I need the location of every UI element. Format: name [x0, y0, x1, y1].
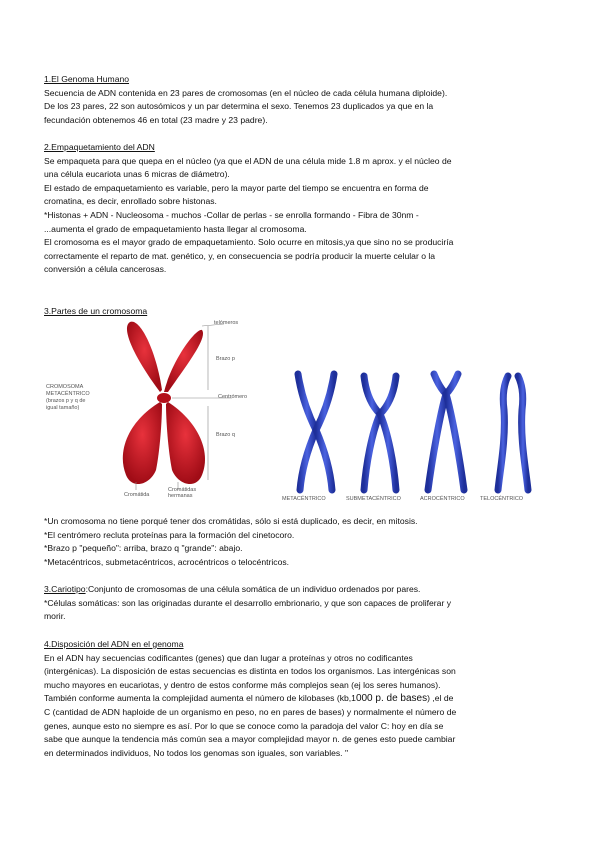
- label-centromero: Centrómero: [218, 394, 248, 400]
- cariotipo-line: [44, 583, 564, 597]
- label-brazo-p: Brazo p: [216, 356, 235, 362]
- heading: 3.Cariotipo: [44, 584, 86, 594]
- text-span: :Conjunto de cromosomas de una célula somática de un individuo ordenados por pares.: [85, 584, 421, 594]
- heading: 1.El Genoma Humano: [44, 74, 130, 84]
- text-span: ) ,el de: [427, 693, 454, 704]
- section-disposicion-adn: [44, 638, 564, 760]
- text-line: morir.: [44, 611, 66, 622]
- text-line: C (cantidad de ADN haploide de un organismo en peso, no en pares de bases) y normalmente el número de: [44, 706, 457, 717]
- text-line: Secuencia de ADN contenida en 23 pares de cromosomas (en el núcleo de cada célula humana diploide).: [44, 87, 448, 98]
- text-line: fecundación obtenemos 46 en total (23 madre y 23 padre).: [44, 114, 268, 125]
- metacentric-chromosome-illustration: [116, 320, 276, 505]
- chromosome-figure: [44, 320, 564, 510]
- text-line: una célula eucariota unas 6 micras de diámetro).: [44, 169, 230, 180]
- section-notes: [44, 515, 564, 569]
- text-line: en determinados individuos, No todos los genomas son iguales, son variables. ": [44, 747, 349, 758]
- note-line: *Brazo p "pequeño": arriba, brazo q "grande": abajo.: [44, 543, 243, 554]
- text-line: sabe que aunque la tendencia más común sea a mayor complejidad mayor n. de genes esto puede cambiar: [44, 734, 456, 745]
- type-label-telocentrico: TELOCÉNTRICO: [480, 496, 524, 502]
- submetacentric-shape: [364, 376, 396, 490]
- section-cariotipo: [44, 583, 564, 624]
- caption-line: CROMOSOMA: [46, 384, 84, 390]
- text-line: De los 23 pares, 22 son autosómicos y un par determina el sexo. Tenemos 23 duplicados ya que en la: [44, 101, 434, 112]
- label-line: hermanas: [168, 493, 193, 499]
- text-line: Se empaqueta para que quepa en el núcleo (ya que el ADN de una célula mide 1.8 m aprox. y el núcleo de: [44, 155, 452, 166]
- heading: 2.Empaquetamiento del ADN: [44, 142, 155, 152]
- text-span: También conforme aumenta la complejidad aumenta el número de kilobases (kb,1: [44, 693, 356, 704]
- type-label-metacentrico: METACÉNTRICO: [282, 496, 326, 502]
- left-caption: [46, 384, 90, 412]
- large-text-span: 000 p. de bases: [355, 693, 428, 705]
- chromosome-types-illustration: [282, 370, 564, 500]
- caption-line: (brazos p y q de: [46, 398, 86, 404]
- text-line: genes, aunque esto no siempre es así. Por lo que se conoce como la paradoja del valor C: hoy en día se: [44, 720, 444, 731]
- text-line: mucho mayores en eucariotas, y dentro de estos conforme más complejos sean (ej los seres humanos).: [44, 679, 441, 690]
- text-line: *Células somáticas: son las originadas durante el desarrollo embrionario, y que son capaces de proliferar y: [44, 597, 451, 608]
- section-genoma-humano: [44, 73, 564, 127]
- text-line: El estado de empaquetamiento es variable, pero la mayor parte del tiempo se encuentra en forma de: [44, 182, 429, 193]
- text-line: En el ADN hay secuencias codificantes (genes) que dan lugar a proteínas y otros no codificantes: [44, 652, 413, 663]
- text-line: *Histonas + ADN - Nucleosoma - muchos -Collar de perlas - se enrolla formando - Fibra de 30nm -: [44, 209, 419, 220]
- note-line: *Un cromosoma no tiene porqué tener dos cromátidas, sólo si está duplicado, es decir, en mitosis.: [44, 516, 418, 526]
- caption-line: igual tamaño): [46, 405, 80, 411]
- text-line: El cromosoma es el mayor grado de empaquetamiento. Solo ocurre en mitosis,ya que sino no se produciría: [44, 237, 454, 248]
- metacentric-shape: [298, 374, 334, 490]
- text-line: ...aumenta el grado de empaquetamiento hasta llegar al cromosoma.: [44, 223, 307, 234]
- text-line: (intergénicas). La disposición de estas secuencias es distinta en todos los organismos. Las intergénicas son: [44, 666, 456, 677]
- type-label-acrocentrico: ACROCÉNTRICO: [420, 496, 465, 502]
- acrocentric-shape: [428, 374, 464, 490]
- section-partes-cromosoma: [44, 305, 564, 319]
- text-line: conversión a célula cancerosas.: [44, 264, 167, 275]
- caption-line: METACÉNTRICO: [46, 391, 90, 397]
- label-cromatida: Cromátida: [124, 492, 150, 498]
- label-line: Cromátidas: [168, 487, 197, 493]
- label-telomeros: telómeros: [214, 320, 239, 326]
- type-label-submetacentrico: SUBMETACÉNTRICO: [346, 496, 401, 502]
- telocentric-shape: [498, 376, 528, 490]
- heading: 4.Disposición del ADN en el genoma: [44, 639, 184, 649]
- text-line: [44, 692, 564, 706]
- text-line: cromatina, es decir, enrollado sobre histonas.: [44, 196, 217, 207]
- note-line: *Metacéntricos, submetacéntricos, acrocéntricos o telocéntricos.: [44, 556, 290, 567]
- heading: 3.Partes de un cromosoma: [44, 306, 148, 316]
- label-cromatidas-hermanas: [168, 487, 196, 499]
- text-line: correctamente el reparto de mat. genético, y, en consecuencia se podría producir la muerte celular o la: [44, 250, 436, 261]
- note-line: *El centrómero recluta proteínas para la formación del cinetocoro.: [44, 529, 295, 540]
- section-empaquetamiento: [44, 141, 564, 277]
- label-brazo-q: Brazo q: [216, 432, 235, 438]
